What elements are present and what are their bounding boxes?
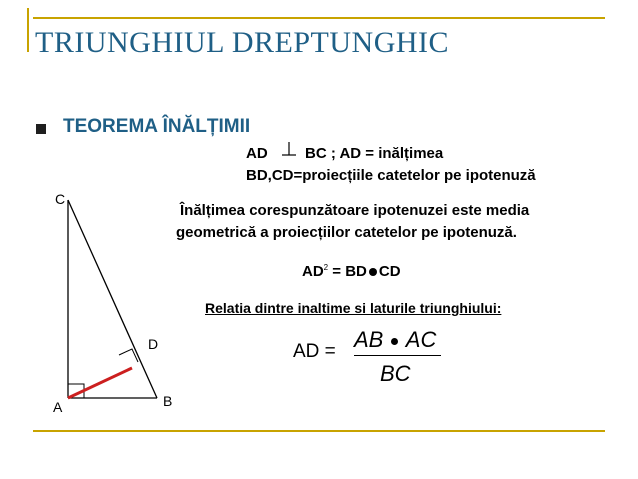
- relation-lhs: AD =: [293, 341, 336, 362]
- formula-ad: AD: [302, 263, 324, 280]
- formula-exponent: 2: [323, 263, 329, 272]
- statement-line1: Înălțimea corespunzătoare ipotenuzei este media: [180, 202, 530, 219]
- vertex-label-d: D: [148, 336, 159, 352]
- altitude-ad: [68, 368, 132, 398]
- given-rest: BC ; AD = inălțimea: [305, 145, 444, 162]
- statement-line2: geometrică a proiecțiilor catetelor pe ipotenuză.: [176, 224, 517, 241]
- fraction-denominator: BC: [380, 361, 411, 386]
- side-bc: [68, 200, 157, 398]
- given-ad: AD: [246, 145, 268, 162]
- vertex-label-b: B: [163, 393, 173, 409]
- numerator-ac: AC: [405, 327, 437, 352]
- formula-cd: CD: [378, 263, 401, 280]
- formula-bd: = BD: [328, 263, 367, 280]
- slide-subtitle: TEOREMA ÎNĂLȚIMII: [63, 116, 251, 137]
- relation-heading: Relatia dintre inaltime si laturile triunghiului:: [205, 300, 502, 316]
- given-line2: BD,CD=proiecțiile catetelor pe ipotenuză: [246, 167, 536, 184]
- vertex-label-c: C: [55, 191, 66, 207]
- slide-title: TRIUNGHIUL DREPTUNGHIC: [35, 26, 450, 59]
- decor-bottom-line: [33, 430, 605, 432]
- vertex-label-a: A: [53, 399, 63, 415]
- numerator-ab: AB: [354, 327, 384, 352]
